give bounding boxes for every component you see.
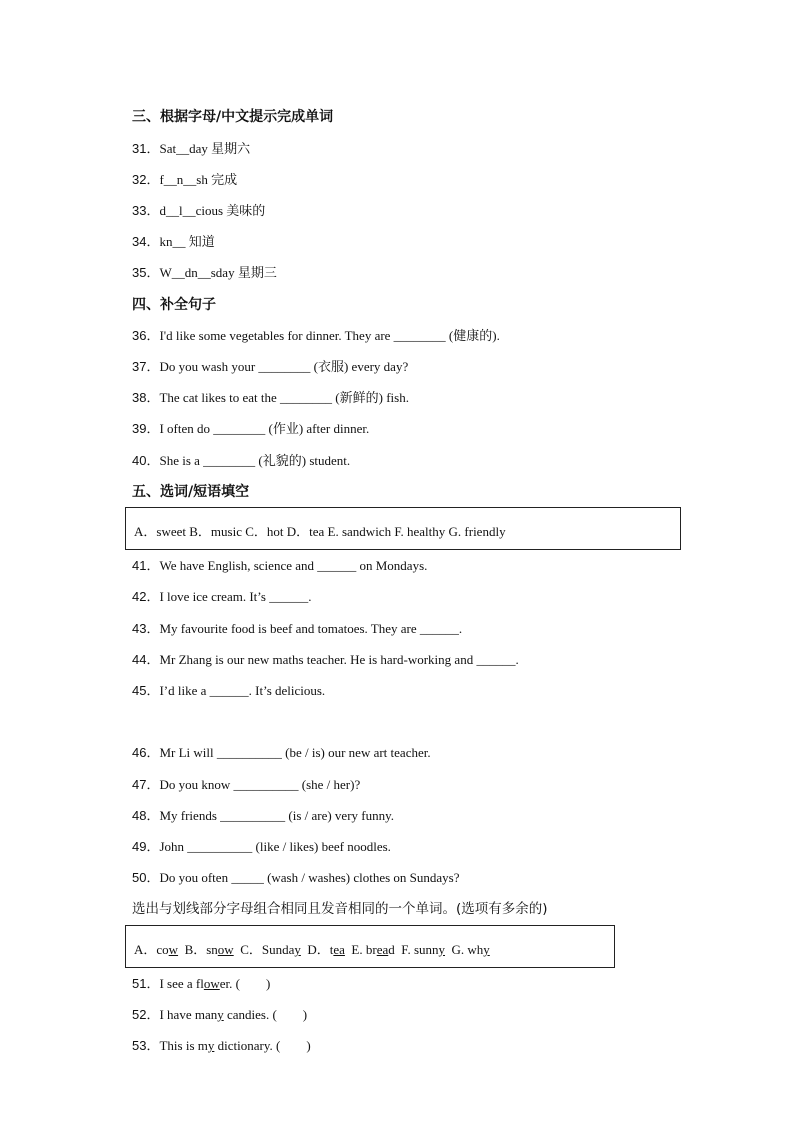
phonics-options: A．cow B．snow C．Sunday D．tea E. bread F. sunny G. why [134, 942, 490, 957]
question-33: 33．d__l__cious 美味的 [132, 203, 266, 218]
question-39: 39．I often do ________ (作业) after dinner. [132, 421, 370, 436]
section-3-heading: 三、根据字母/中文提示完成单词 [132, 109, 334, 125]
question-53: 53．This is my dictionary. ( ) [132, 1038, 311, 1053]
question-49: 49．John __________ (like / likes) beef noodles. [132, 839, 391, 854]
question-35: 35．W__dn__sday 星期三 [132, 265, 277, 280]
question-42: 42．I love ice cream. It’s ______. [132, 589, 312, 604]
question-43: 43．My favourite food is beef and tomatoes. They are ______. [132, 621, 463, 636]
section-4-heading: 四、补全句子 [132, 297, 216, 313]
question-47: 47．Do you know __________ (she / her)? [132, 777, 361, 792]
question-50: 50．Do you often _____ (wash / washes) clothes on Sundays? [132, 870, 460, 885]
question-38: 38．The cat likes to eat the ________ (新鲜的) fish. [132, 390, 409, 405]
question-51: 51．I see a flower. ( ) [132, 976, 271, 991]
question-37: 37．Do you wash your ________ (衣服) every day? [132, 359, 409, 374]
section-7-instruction: 选出与划线部分字母组合相同且发音相同的一个单词。(选项有多余的) [132, 901, 548, 917]
question-44: 44．Mr Zhang is our new maths teacher. He is hard-working and ______. [132, 652, 519, 667]
question-52: 52．I have many candies. ( ) [132, 1007, 308, 1022]
question-41: 41．We have English, science and ______ on Mondays. [132, 558, 428, 573]
question-36: 36．I'd like some vegetables for dinner. They are ________ (健康的). [132, 328, 500, 343]
question-46: 46．Mr Li will __________ (be / is) our new art teacher. [132, 745, 431, 760]
question-31: 31．Sat__day 星期六 [132, 141, 251, 156]
question-32: 32．f__n__sh 完成 [132, 172, 238, 187]
section-5-heading: 五、选词/短语填空 [132, 484, 250, 500]
question-48: 48．My friends __________ (is / are) very funny. [132, 808, 395, 823]
question-40: 40．She is a ________ (礼貌的) student. [132, 453, 351, 468]
question-34: 34．kn__ 知道 [132, 234, 215, 249]
question-45: 45．I’d like a ______. It’s delicious. [132, 683, 326, 698]
word-bank-options: A．sweet B．music C．hot D．tea E. sandwich F. healthy G. friendly [134, 524, 506, 539]
phonics-options-box [125, 925, 615, 968]
word-bank-box [125, 507, 681, 550]
